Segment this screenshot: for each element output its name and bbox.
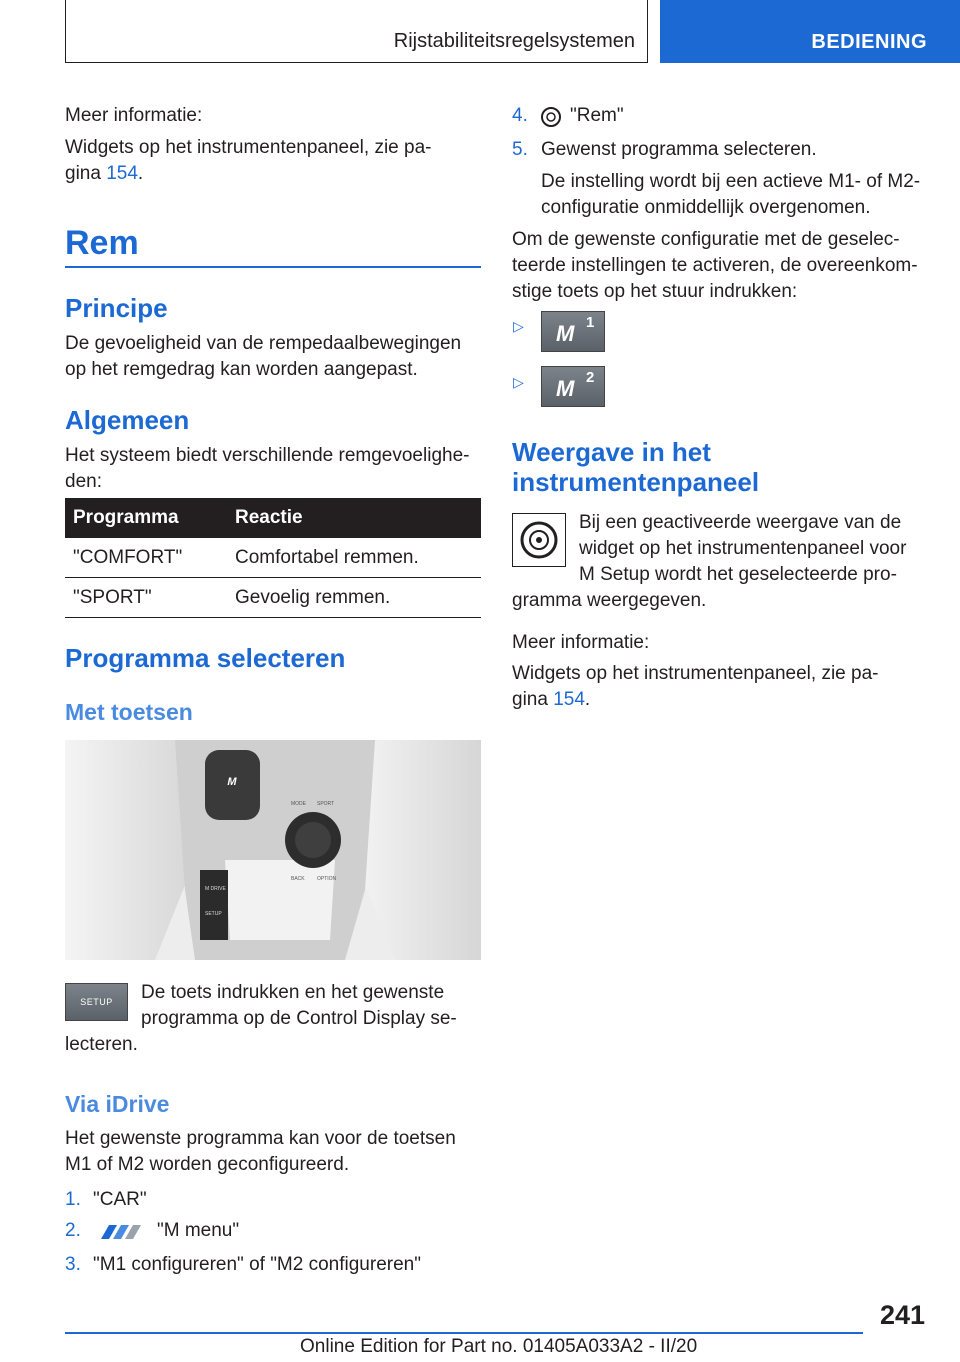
sport-button-label: SPORT — [317, 801, 335, 807]
activate-text-1: Om de gewenste configuratie met de geselec- — [512, 229, 900, 250]
step-text: "M menu" — [157, 1220, 240, 1241]
weergave-text-3: M Setup wordt het geselecteerde pro- — [579, 564, 897, 585]
header-chapter-tab — [660, 0, 960, 63]
heading-programma-selecteren: Programma selecteren — [65, 643, 346, 673]
m2-key-icon — [541, 366, 605, 407]
principe-text-1: De gevoeligheid van de rempedaalbewegingen — [65, 333, 462, 354]
table-cell-reaction: Gevoelig remmen. — [227, 578, 481, 618]
m-stripes-icon — [95, 1225, 147, 1239]
page-link[interactable]: 154 — [106, 163, 138, 184]
step-text: "CAR" — [93, 1189, 147, 1210]
setup-key-label: SETUP — [80, 997, 113, 1007]
gear-selector-m-label: M — [227, 776, 237, 788]
m-drive-label: M DRIVE — [205, 886, 226, 892]
table-header-row — [65, 498, 481, 538]
bullet-triangle-icon: ▷ — [513, 318, 524, 334]
step-number: 3. — [65, 1254, 81, 1275]
back-button-label: BACK — [291, 876, 305, 882]
footer-edition: Online Edition for Part no. 01405A033A2 - II/20 — [300, 1336, 698, 1357]
table-header-reactie: Reactie — [227, 498, 481, 538]
m1-key-sup: 1 — [586, 314, 595, 331]
heading-algemeen: Algemeen — [65, 405, 190, 435]
step-number: 2. — [65, 1220, 81, 1241]
page-number: 241 — [879, 1300, 925, 1330]
m1-key-icon — [541, 311, 605, 352]
weergave-text-1: Bij een geactiveerde weergave van de — [579, 512, 902, 533]
mdrive-button-strip — [200, 870, 228, 940]
mode-button-label: MODE — [291, 801, 306, 807]
algemeen-text-1: Het systeem biedt verschillende remgevoelighe- — [65, 445, 470, 466]
heading-weergave-1: Weergave in het — [512, 437, 711, 467]
center-console-photo — [65, 740, 481, 960]
header-chapter-title: BEDIENING — [811, 31, 927, 53]
setup-key-icon — [65, 983, 128, 1021]
table-row — [65, 538, 481, 578]
table-header-programma: Programma — [65, 498, 227, 538]
header-section-title: Rijstabiliteitsregelsystemen — [393, 30, 635, 52]
activate-text-3: stige toets op het stuur indrukken: — [512, 281, 798, 302]
more-info-text: Widgets op het instrumentenpaneel, zie pa- — [512, 663, 879, 684]
setup-text-3: lecteren. — [65, 1034, 138, 1055]
table-cell-program: "SPORT" — [65, 578, 227, 618]
step5-sub-2: configuratie onmiddellijk overgenomen. — [541, 197, 871, 218]
table-cell-program: "COMFORT" — [65, 538, 227, 578]
heading-weergave-2: instrumentenpaneel — [512, 467, 760, 497]
more-info-text-2: gina 154. — [65, 163, 144, 184]
step-text: "M1 configureren" of "M2 configureren" — [93, 1254, 421, 1275]
setup-label: SETUP — [205, 911, 222, 917]
idrive-text-1: Het gewenste programma kan voor de toetsen — [65, 1128, 456, 1149]
activate-text-2: teerde instellingen te activeren, de overeenkom- — [512, 255, 918, 276]
more-info-label: Meer informatie: — [65, 105, 203, 126]
tray-area — [225, 860, 335, 940]
more-info-gina: gina — [512, 689, 548, 710]
step-text: Gewenst programma selecteren. — [541, 139, 817, 160]
table-row — [65, 578, 481, 618]
m2-key-m: M — [556, 376, 575, 401]
heading-via-idrive: Via iDrive — [65, 1091, 170, 1117]
more-info-text-2: gina 154. — [512, 689, 591, 710]
heading-principe: Principe — [65, 293, 168, 323]
step-number: 4. — [512, 105, 528, 126]
brake-icon — [540, 106, 562, 128]
step-number: 1. — [65, 1189, 81, 1210]
page-link[interactable]: 154 — [553, 689, 585, 710]
step-number: 5. — [512, 139, 528, 160]
title-rule — [65, 266, 481, 268]
heading-met-toetsen: Met toetsen — [65, 699, 193, 725]
center-console-illustration — [65, 740, 481, 960]
option-button-label: OPTION — [317, 876, 337, 882]
principe-text-2: op het remgedrag kan worden aangepast. — [65, 359, 418, 380]
step5-sub-1: De instelling wordt bij een actieve M1- of M2- — [541, 171, 921, 192]
more-info-label: Meer informatie: — [512, 632, 650, 653]
header-section-box — [65, 0, 648, 63]
weergave-text-4: gramma weergegeven. — [512, 590, 707, 611]
bullet-triangle-icon: ▷ — [513, 374, 524, 390]
setup-text-2: programma op de Control Display se- — [141, 1008, 457, 1029]
step-text: "Rem" — [570, 105, 624, 126]
weergave-text-2: widget op het instrumentenpaneel voor — [579, 538, 907, 559]
title-rem: Rem — [65, 224, 139, 262]
m1-key-m: M — [556, 321, 575, 346]
setup-text-1: De toets indrukken en het gewenste — [141, 982, 445, 1003]
m2-key-sup: 2 — [586, 369, 595, 386]
table-cell-reaction: Comfortabel remmen. — [227, 538, 481, 578]
algemeen-text-2: den: — [65, 471, 102, 492]
more-info-gina: gina — [65, 163, 101, 184]
footer-rule — [65, 1332, 863, 1334]
idrive-text-2: M1 of M2 worden geconfigureerd. — [65, 1154, 350, 1175]
brake-program-table — [65, 498, 481, 618]
more-info-text: Widgets op het instrumentenpaneel, zie pa- — [65, 137, 432, 158]
brake-widget-icon — [512, 513, 566, 567]
